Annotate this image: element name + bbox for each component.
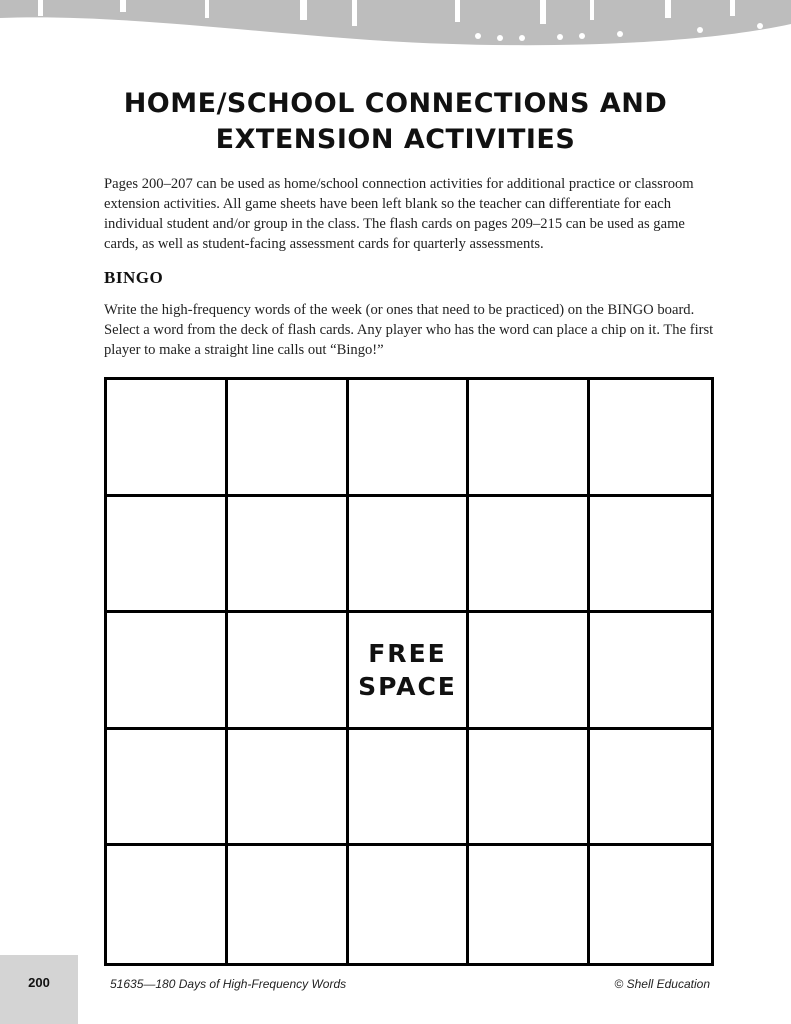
bingo-cell[interactable] <box>469 497 590 614</box>
bingo-cell[interactable] <box>590 380 711 497</box>
bingo-cell[interactable] <box>349 846 470 963</box>
bingo-cell[interactable] <box>590 846 711 963</box>
bingo-cell[interactable] <box>469 380 590 497</box>
page-title <box>0 86 791 158</box>
footer-book-title: 51635—180 Days of High-Frequency Words <box>110 977 347 991</box>
bingo-cell[interactable] <box>469 730 590 847</box>
free-space-label <box>358 637 457 703</box>
free-space-cell <box>349 613 470 730</box>
bingo-cell[interactable] <box>107 497 228 614</box>
bingo-cell[interactable] <box>590 613 711 730</box>
free-space-line-1: FREE <box>368 638 447 668</box>
intro-paragraph: Pages 200–207 can be used as home/school connection activities for additional practice or classroom extension activities. All game sheets have been left blank so the teacher can differentiate for each individual student and/or group in the class. The flash cards on pages 209–215 can be used as game cards, as well as student-facing assessment cards for quarterly assessments. <box>104 176 694 252</box>
bingo-cell[interactable] <box>590 730 711 847</box>
free-space-line-2: SPACE <box>358 671 457 701</box>
bingo-cell[interactable] <box>349 730 470 847</box>
bingo-cell[interactable] <box>107 380 228 497</box>
footer-copyright: © Shell Education <box>614 977 710 991</box>
page-title-line-1: HOME/SCHOOL CONNECTIONS AND <box>123 88 668 119</box>
bingo-cell[interactable] <box>349 380 470 497</box>
bingo-cell[interactable] <box>349 497 470 614</box>
bingo-cell[interactable] <box>107 846 228 963</box>
bingo-heading: BINGO <box>104 268 164 287</box>
bingo-cell[interactable] <box>228 613 349 730</box>
bingo-cell[interactable] <box>228 380 349 497</box>
bingo-cell[interactable] <box>228 846 349 963</box>
page-title-line-2: EXTENSION ACTIVITIES <box>215 124 576 155</box>
bingo-instructions: Write the high-frequency words of the week (or ones that need to be practiced) on the BINGO board. Select a word from the deck of flash cards. Any player who has the word can place a chip on it. The first player to make a straight line calls out “Bingo!” <box>104 302 714 358</box>
bingo-board <box>104 377 714 966</box>
bingo-cell[interactable] <box>590 497 711 614</box>
bingo-cell[interactable] <box>107 613 228 730</box>
bingo-cell[interactable] <box>228 497 349 614</box>
header-decoration <box>0 0 791 60</box>
bingo-cell[interactable] <box>107 730 228 847</box>
bingo-cell[interactable] <box>469 613 590 730</box>
bingo-cell[interactable] <box>228 730 349 847</box>
page-number: 200 <box>28 975 50 990</box>
bingo-cell[interactable] <box>469 846 590 963</box>
